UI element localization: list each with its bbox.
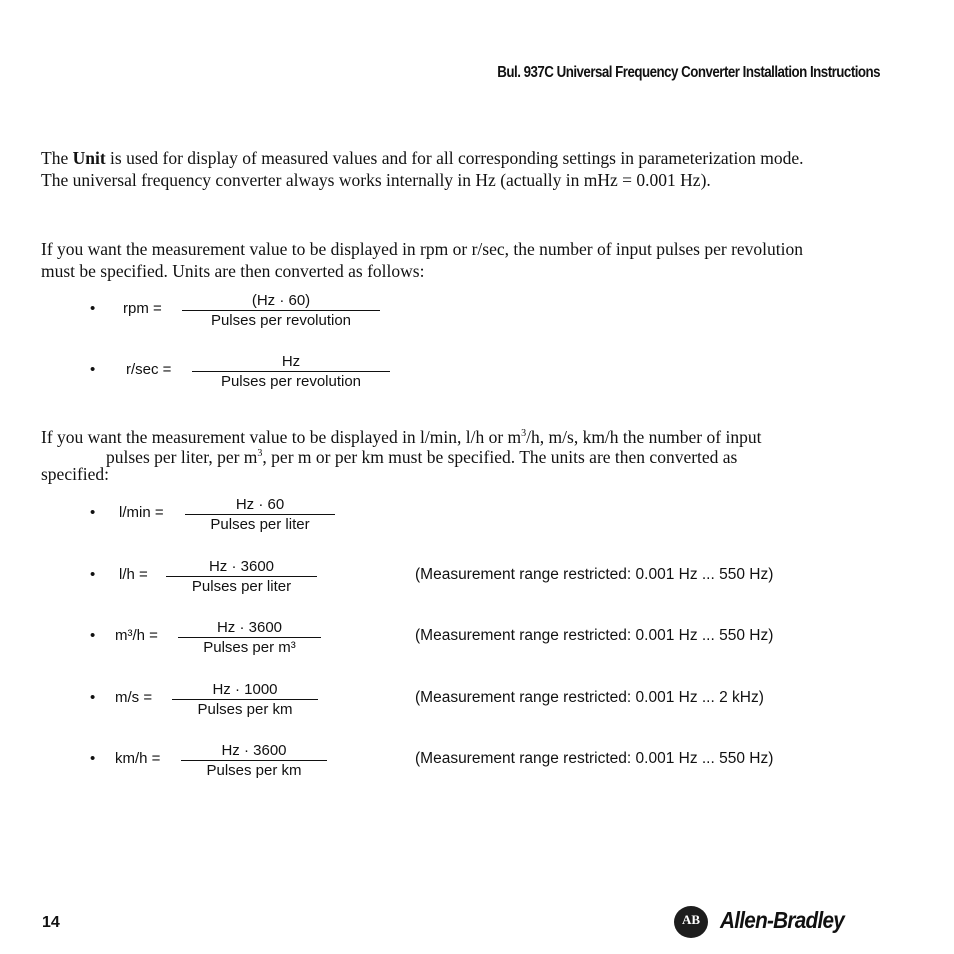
bullet: • [90,300,96,317]
range-note-ms: (Measurement range restricted: 0.001 Hz ... 2 kHz) [415,689,764,706]
rev-line-2: must be specified. Units are then converted as follows: [41,261,425,281]
flow-line-2 [106,444,737,467]
running-header: Bul. 937C Universal Frequency Converter Installation Instructions [497,64,880,81]
fraction-numerator: Hz · 1000 [212,681,278,698]
flow-line-3: specified: [41,464,110,484]
fraction-rpm [182,291,380,330]
fraction-numerator: Hz [281,353,301,370]
fraction-lmin [185,495,335,534]
range-note-m3h: (Measurement range restricted: 0.001 Hz ... 550 Hz) [415,627,774,644]
flow-text: /h, m/s, km/h the number of input [526,426,762,447]
formula-lhs-m3h: m³/h = [115,627,158,644]
bullet: • [90,504,96,521]
fraction-denominator: Pulses per km [206,762,302,779]
fraction-denominator: Pulses per m³ [203,639,296,656]
fraction-numerator: Hz · 3600 [208,558,275,575]
formula-lhs-rsec: r/sec = [126,361,172,378]
intro-line-1 [41,148,804,168]
fraction-lh [166,557,317,596]
formula-lhs-ms: m/s = [115,689,153,706]
formula-lhs-kmh: km/h = [115,750,161,767]
fraction-numerator: Hz · 60 [235,496,285,513]
intro-line-2: The universal frequency converter always works internally in Hz (actually in mHz = 0.001 Hz). [41,170,711,190]
fraction-numerator: Hz · 3600 [221,742,287,759]
unit-term: Unit [72,148,106,168]
intro-text: is used for display of measured values and for all corresponding settings in parameterization mode. [105,148,804,168]
flow-text: , per m or per km must be specified. The units are then converted as [262,446,738,467]
formula-lhs-lmin: l/min = [119,504,164,521]
page-number: 14 [42,914,60,931]
fraction-m3h [178,618,321,657]
formula-lhs-lh: l/h = [119,566,148,583]
bullet: • [90,361,96,378]
flow-text: If you want the measurement value to be displayed in l/min, l/h or m [41,426,522,447]
fraction-denominator: Pulses per revolution [210,312,352,329]
rev-line-1: If you want the measurement value to be displayed in rpm or r/sec, the number of input pulses per revolution [41,239,804,259]
logo-wordmark: Allen-Bradley [720,907,845,933]
fraction-denominator: Pulses per liter [191,578,292,595]
fraction-numerator: (Hz · 60) [251,292,311,309]
fraction-rsec [192,352,390,391]
fraction-ms [172,680,318,719]
fraction-denominator: Pulses per revolution [220,373,362,390]
fraction-numerator: Hz · 3600 [216,619,283,636]
superscript: 3 [521,428,527,439]
allen-bradley-logo [674,905,878,941]
fraction-kmh [181,741,327,780]
flow-text: pulses per liter, per m [106,446,258,467]
bullet: • [90,689,96,706]
fraction-denominator: Pulses per liter [210,516,310,533]
fraction-denominator: Pulses per km [197,701,293,718]
bullet: • [90,750,96,767]
range-note-kmh: (Measurement range restricted: 0.001 Hz ... 550 Hz) [415,750,774,767]
bullet: • [90,627,96,644]
intro-text: The [41,148,73,168]
ab-badge-icon: AB [674,906,708,938]
superscript: 3 [257,448,263,459]
range-note-lh: (Measurement range restricted: 0.001 Hz ... 550 Hz) [415,566,774,583]
bullet: • [90,566,96,583]
formula-lhs-rpm: rpm = [123,300,162,317]
